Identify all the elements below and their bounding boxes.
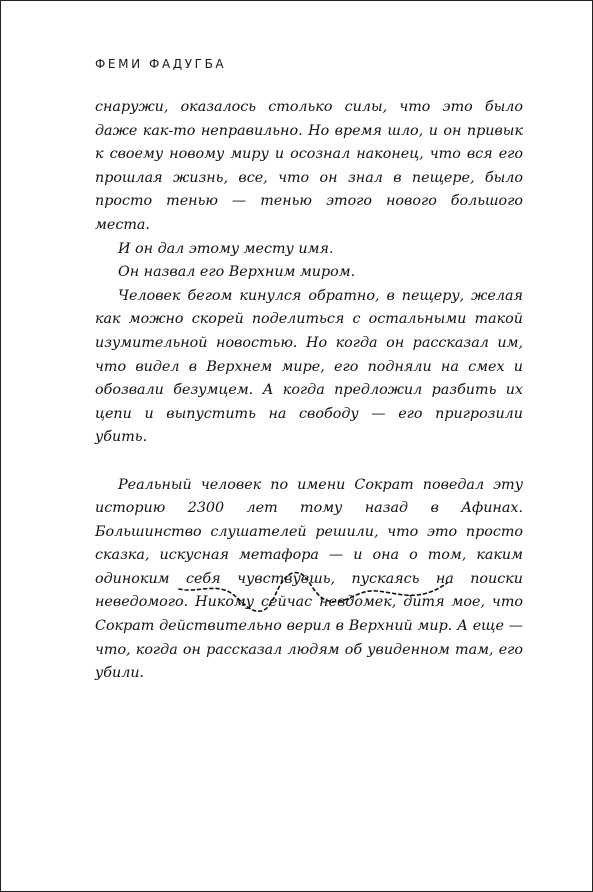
paragraph-socrates: Реальный человек по имени Сократ поведал эту историю 2300 лет тому назад в Афинах. Большинство слушателей решили, что это просто сказка, искусная метафора — и она о том, каким одиноким себя чувствуешь, пускаясь на поиски неведомого. Никому сейчас невдомек, дитя мое, что Сократ действительно верил в Верхний мир. А еще — что, когда он рассказал людям об увиденном там, его убили. xyxy=(95,476,523,682)
section-break xyxy=(95,450,523,474)
paragraph-return-to-cave: Человек бегом кинулся обратно, в пещеру, желая как можно скорей поделиться с остальными такой изумительной новостью. Но когда он рассказал им, что видел в Верхнем мире, его подняли на смех и обозвали безумцем. А когда предложил разбить их цепи и выпустить на свободу — его пригрозили убить. xyxy=(95,287,523,446)
paragraph-continuation: снаружи, оказалось столько силы, что это было даже как-то неправильно. Но время шло, и он привык к своему новому миру и осознал наконец, что вся его прошлая жизнь, все, что он знал в пещере, было просто тенью — тенью этого нового большого места. xyxy=(95,99,523,233)
running-head-author: ФЕМИ ФАДУГБА xyxy=(95,57,227,71)
dotted-wave-divider-icon xyxy=(177,567,449,617)
paragraph-naming: И он дал этому месту имя. xyxy=(118,240,334,257)
paragraph-upper-world: Он назвал его Верхним миром. xyxy=(118,264,356,281)
